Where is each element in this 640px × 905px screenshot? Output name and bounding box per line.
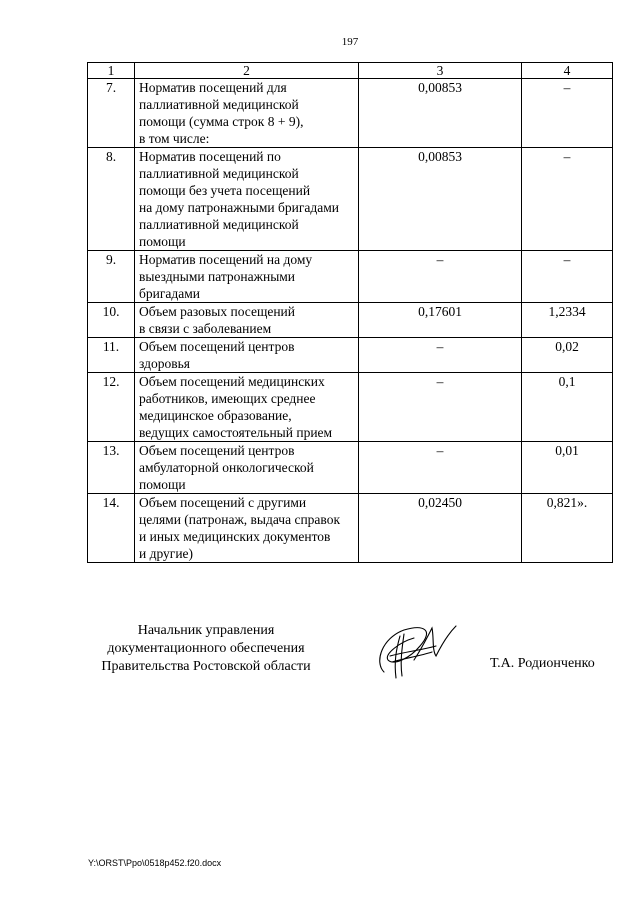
row-value-col4: 0,1 <box>522 373 613 442</box>
row-description-text: Объем посещений центров амбулаторной онкологической помощи <box>139 443 314 492</box>
row-description-text: Норматив посещений для паллиативной медицинской помощи (сумма строк 8 + 9), в том числе: <box>139 80 304 146</box>
signatory-name: Т.А. Родионченко <box>490 656 595 671</box>
row-value-col4: 0,821». <box>522 494 613 563</box>
table-row <box>88 494 613 563</box>
row-number: 7. <box>88 79 135 148</box>
row-number: 13. <box>88 442 135 494</box>
row-value-col3: 0,00853 <box>359 148 522 251</box>
row-value-col4: 0,02 <box>522 338 613 373</box>
row-description-text: Норматив посещений по паллиативной медицинской помощи без учета посещений на дому патронажными бригадами паллиативной медицинской помощи <box>139 149 340 249</box>
row-value-col4: – <box>522 79 613 148</box>
row-description-text: Объем посещений с другими целями (патронаж, выдача справок и иных медицинских документов и другие) <box>139 495 340 561</box>
row-description <box>135 148 359 251</box>
row-description <box>135 79 359 148</box>
row-value-col4: 1,2334 <box>522 303 613 338</box>
signatory-title-line: Начальник управления <box>137 623 275 638</box>
row-value-col3: – <box>359 373 522 442</box>
header-cell: 3 <box>359 63 522 79</box>
data-table <box>87 62 613 563</box>
table-row <box>88 79 613 148</box>
table-row <box>88 148 613 251</box>
row-description <box>135 338 359 373</box>
row-description <box>135 303 359 338</box>
table-row <box>88 251 613 303</box>
row-value-col3: 0,02450 <box>359 494 522 563</box>
header-cell: 1 <box>88 63 135 79</box>
row-value-col3: 0,00853 <box>359 79 522 148</box>
row-value-col3: – <box>359 251 522 303</box>
row-value-col3: – <box>359 338 522 373</box>
row-value-col4: 0,01 <box>522 442 613 494</box>
table-row <box>88 373 613 442</box>
row-value-col3: 0,17601 <box>359 303 522 338</box>
file-path: Y:\ORST\Ppo\0518p452.f20.docx <box>88 858 222 868</box>
row-description <box>135 251 359 303</box>
row-description <box>135 373 359 442</box>
row-description <box>135 494 359 563</box>
handwritten-signature <box>370 616 460 684</box>
table-row <box>88 338 613 373</box>
row-description-text: Объем разовых посещений в связи с заболеванием <box>139 304 296 336</box>
signatory-title-line: Правительства Ростовской области <box>101 659 311 674</box>
row-description-text: Объем посещений центров здоровья <box>139 339 295 371</box>
row-value-col4: – <box>522 148 613 251</box>
header-cell: 2 <box>135 63 359 79</box>
row-description <box>135 442 359 494</box>
row-number: 10. <box>88 303 135 338</box>
signatory-title-line: документационного обеспечения <box>107 641 305 656</box>
row-value-col4: – <box>522 251 613 303</box>
row-number: 12. <box>88 373 135 442</box>
row-number: 11. <box>88 338 135 373</box>
table-row <box>88 442 613 494</box>
row-description-text: Норматив посещений на дому выездными патронажными бригадами <box>139 252 313 301</box>
table-row <box>88 303 613 338</box>
page-number: 197 <box>341 36 359 48</box>
table-header-row <box>88 63 613 79</box>
row-number: 9. <box>88 251 135 303</box>
signatory-title <box>88 622 324 676</box>
row-number: 14. <box>88 494 135 563</box>
row-description-text: Объем посещений медицинских работников, имеющих среднее медицинское образование, ведущих самостоятельный прием <box>139 374 333 440</box>
row-value-col3: – <box>359 442 522 494</box>
header-cell: 4 <box>522 63 613 79</box>
row-number: 8. <box>88 148 135 251</box>
